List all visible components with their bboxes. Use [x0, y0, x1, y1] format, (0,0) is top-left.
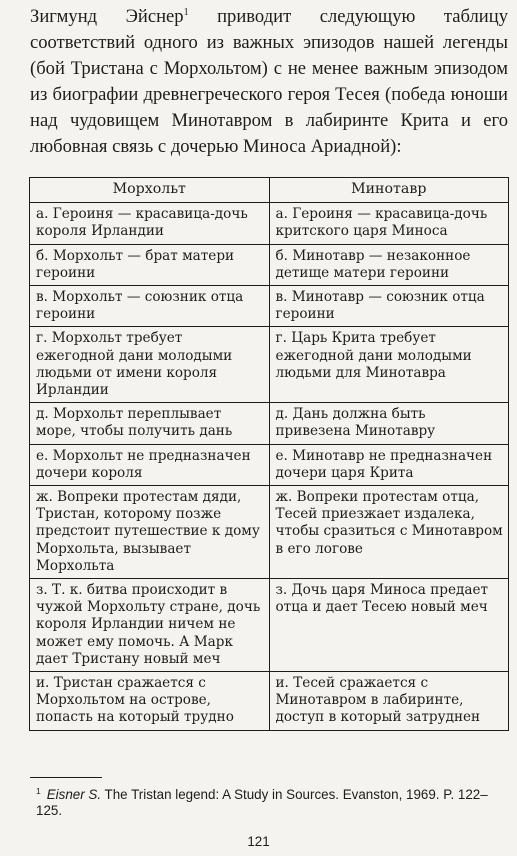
table-row [30, 403, 509, 444]
comparison-table [29, 177, 509, 731]
table-cell: г. Царь Крита требует ежегодной дани молодыми людьми для Минотавра [269, 327, 509, 403]
table-row [30, 579, 509, 672]
column-header-minotaur: Минотавр [269, 178, 509, 203]
footnote-author: Eisner S. [46, 787, 102, 802]
table-cell: з. Дочь царя Миноса предает отца и дает Тесею новый меч [269, 579, 509, 672]
table-cell: в. Минотавр — союзник отца героини [269, 286, 509, 327]
table-cell: г. Морхольт требует ежегодной дани молодыми людьми от имени короля Ирландии [30, 327, 270, 403]
column-header-morholt: Морхольт [30, 178, 270, 203]
table-cell: б. Морхольт — брат матери героини [30, 244, 270, 285]
table-row [30, 327, 509, 403]
table-cell: ж. Вопреки протестам дяди, Тристан, которому позже предстоит путешествие к дому Морхольта, вызывает Морхольта [30, 486, 270, 579]
intro-paragraph [30, 4, 508, 160]
table-row [30, 486, 509, 579]
table-row [30, 672, 509, 731]
table-row [30, 244, 509, 285]
table-cell: в. Морхольт — союзник отца героини [30, 286, 270, 327]
footnote [36, 787, 508, 819]
footnote-mark: 1 [36, 786, 41, 796]
table-cell: и. Тесей сражается с Минотавром в лабиринте, доступ в который затруднен [269, 672, 509, 731]
table-cell: д. Дань должна быть привезена Минотавру [269, 403, 509, 444]
table-cell: б. Минотавр — незаконное детище матери героини [269, 244, 509, 285]
table-cell: ж. Вопреки протестам отца, Тесей приезжает издалека, чтобы сразиться с Минотавром в его логове [269, 486, 509, 579]
table-cell: е. Морхольт не предназначен дочери короля [30, 444, 270, 485]
table-row [30, 203, 509, 244]
table-cell: и. Тристан сражается с Морхольтом на острове, попасть на который трудно [30, 672, 270, 731]
footnote-divider [30, 777, 102, 778]
table-cell: з. Т. к. битва происходит в чужой Морхольту стране, дочь короля Ирландии ничем не может ему помочь. А Марк дает Тристану новый меч [30, 579, 270, 672]
page-number: 121 [247, 834, 270, 849]
footnote-text: The Tristan legend: A Study in Sources. Evanston, 1969. P. 122–125. [36, 787, 488, 818]
table-cell: д. Морхольт переплывает море, чтобы получить дань [30, 403, 270, 444]
table-row [30, 286, 509, 327]
table-header-row [30, 178, 509, 203]
table-cell: а. Героиня — красавица-дочь короля Ирландии [30, 203, 270, 244]
table-cell: а. Героиня — красавица-дочь критского царя Миноса [269, 203, 509, 244]
footnote-reference[interactable]: 1 [183, 7, 189, 18]
table-row [30, 444, 509, 485]
table-cell: е. Минотавр не предназначен дочери царя Крита [269, 444, 509, 485]
intro-text-start: Зигмунд Эйснер [30, 6, 184, 27]
intro-text-rest: приводит следующую таблицу соответствий одного из важных эпизодов нашей легенды (бой Тристана с Морхольтом) с не менее важным эпизодом из биографии древнегреческого героя Тесея (победа юноши над чудовищем Минотавром в лабиринте Крита и его любовная связь с дочерью Миноса Ариадной): [30, 6, 508, 157]
